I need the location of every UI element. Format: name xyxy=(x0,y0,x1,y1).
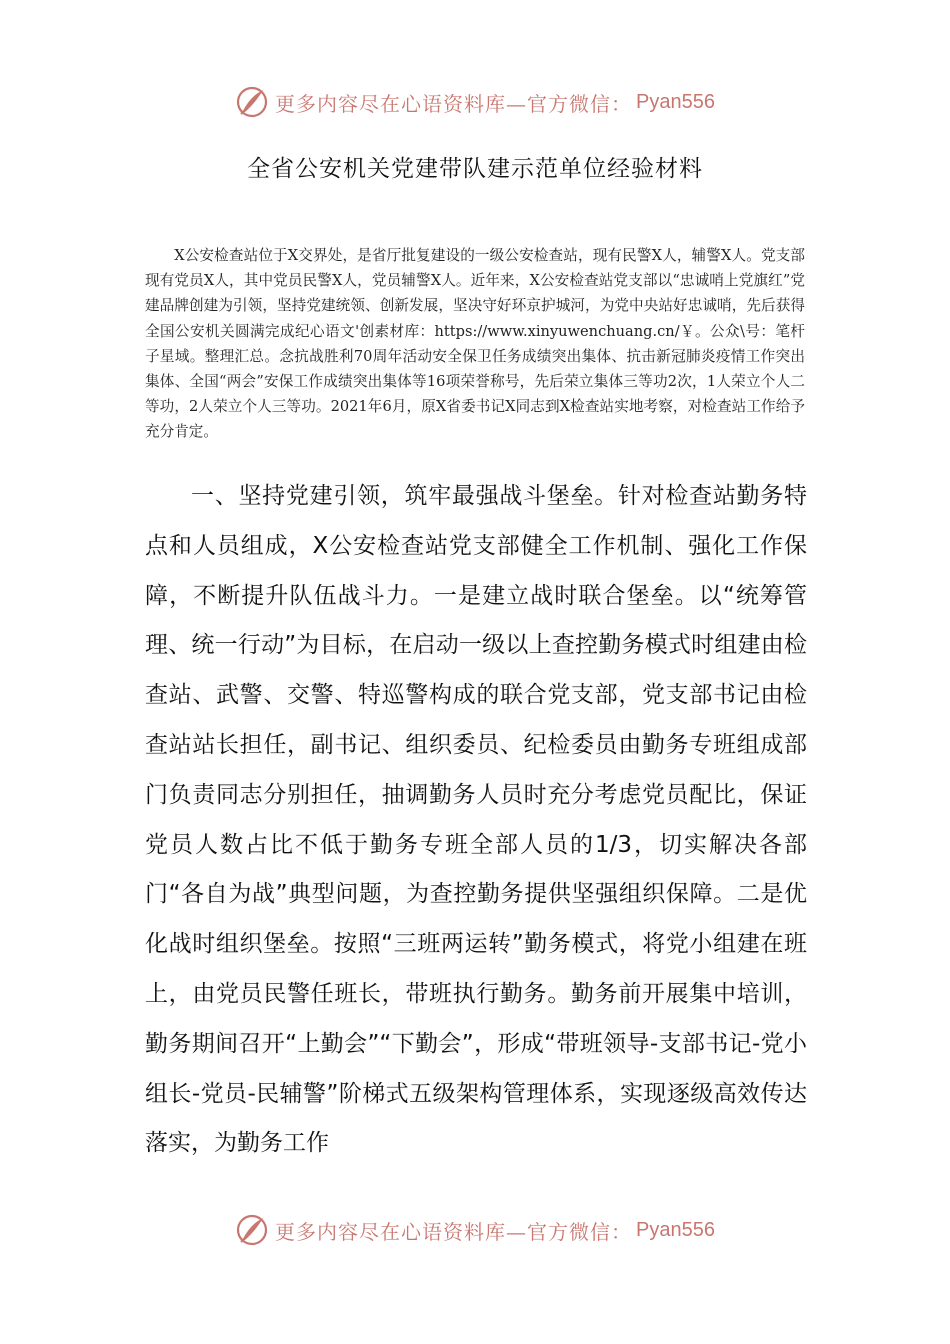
footer-watermark xyxy=(0,1210,950,1250)
document-title: 全省公安机关党建带队建示范单位经验材料 xyxy=(247,156,703,182)
quill-logo-icon xyxy=(235,85,269,119)
header-watermark xyxy=(0,82,950,122)
watermark-text: 更多内容尽在心语资料库—官方微信： xyxy=(275,91,633,116)
intro-paragraph: X公安检查站位于X交界处，是省厅批复建设的一级公安检查站，现有民警X人，辅警X人。党支部现有党员X人，其中党员民警X人，党员辅警X人。近年来，X公安检查站党支部以“忠诚哨上党旗红”党建品牌创建为引领，坚持党建统领、创新发展，坚决守好环京护城河，为党中央站好忠诚哨，先后获得全国公安机关圆满完成纪心语文'创素材库：https://www.xinyuwenchuang.cn/￥。公众\号：笔杆子星域。整理汇总。念抗战胜利70周年活动安全保卫任务成绩突出集体、抗击新冠肺炎疫情工作突出集体、全国“两会”安保工作成绩突出集体等16项荣誉称号，先后荣立集体三等功2次，1人荣立个人二等功，2人荣立个人三等功。2021年6月，原X省委书记X同志到X检查站实地考察，对检查站工作给予充分肯定。 xyxy=(145,247,805,441)
quill-logo-icon xyxy=(235,1213,269,1247)
watermark-wechat-id: Pyan556 xyxy=(636,90,715,113)
body-paragraph: 一、坚持党建引领，筑牢最强战斗堡垒。针对检查站勤务特点和人员组成，X公安检查站党支部健全工作机制、强化工作保障，不断提升队伍战斗力。一是建立战时联合堡垒。以“统筹管理、统一行动”为目标，在启动一级以上查控勤务模式时组建由检查站、武警、交警、特巡警构成的联合党支部，党支部书记由检查站站长担任，副书记、组织委员、纪检委员由勤务专班组成部门负责同志分别担任，抽调勤务人员时充分考虑党员配比，保证党员人数占比不低于勤务专班全部人员的1/3，切实解决各部门“各自为战”典型问题，为查控勤务提供坚强组织保障。二是优化战时组织堡垒。按照“三班两运转”勤务模式，将党小组建在班上，由党员民警任班长，带班执行勤务。勤务前开展集中培训，勤务期间召开“上勤会”“下勤会”，形成“带班领导-支部书记-党小组长-党员-民辅警”阶梯式五级架构管理体系，实现逐级高效传达落实，为勤务工作 xyxy=(145,483,807,1157)
watermark-text: 更多内容尽在心语资料库—官方微信： xyxy=(275,1219,633,1244)
watermark-wechat-id: Pyan556 xyxy=(636,1218,715,1241)
